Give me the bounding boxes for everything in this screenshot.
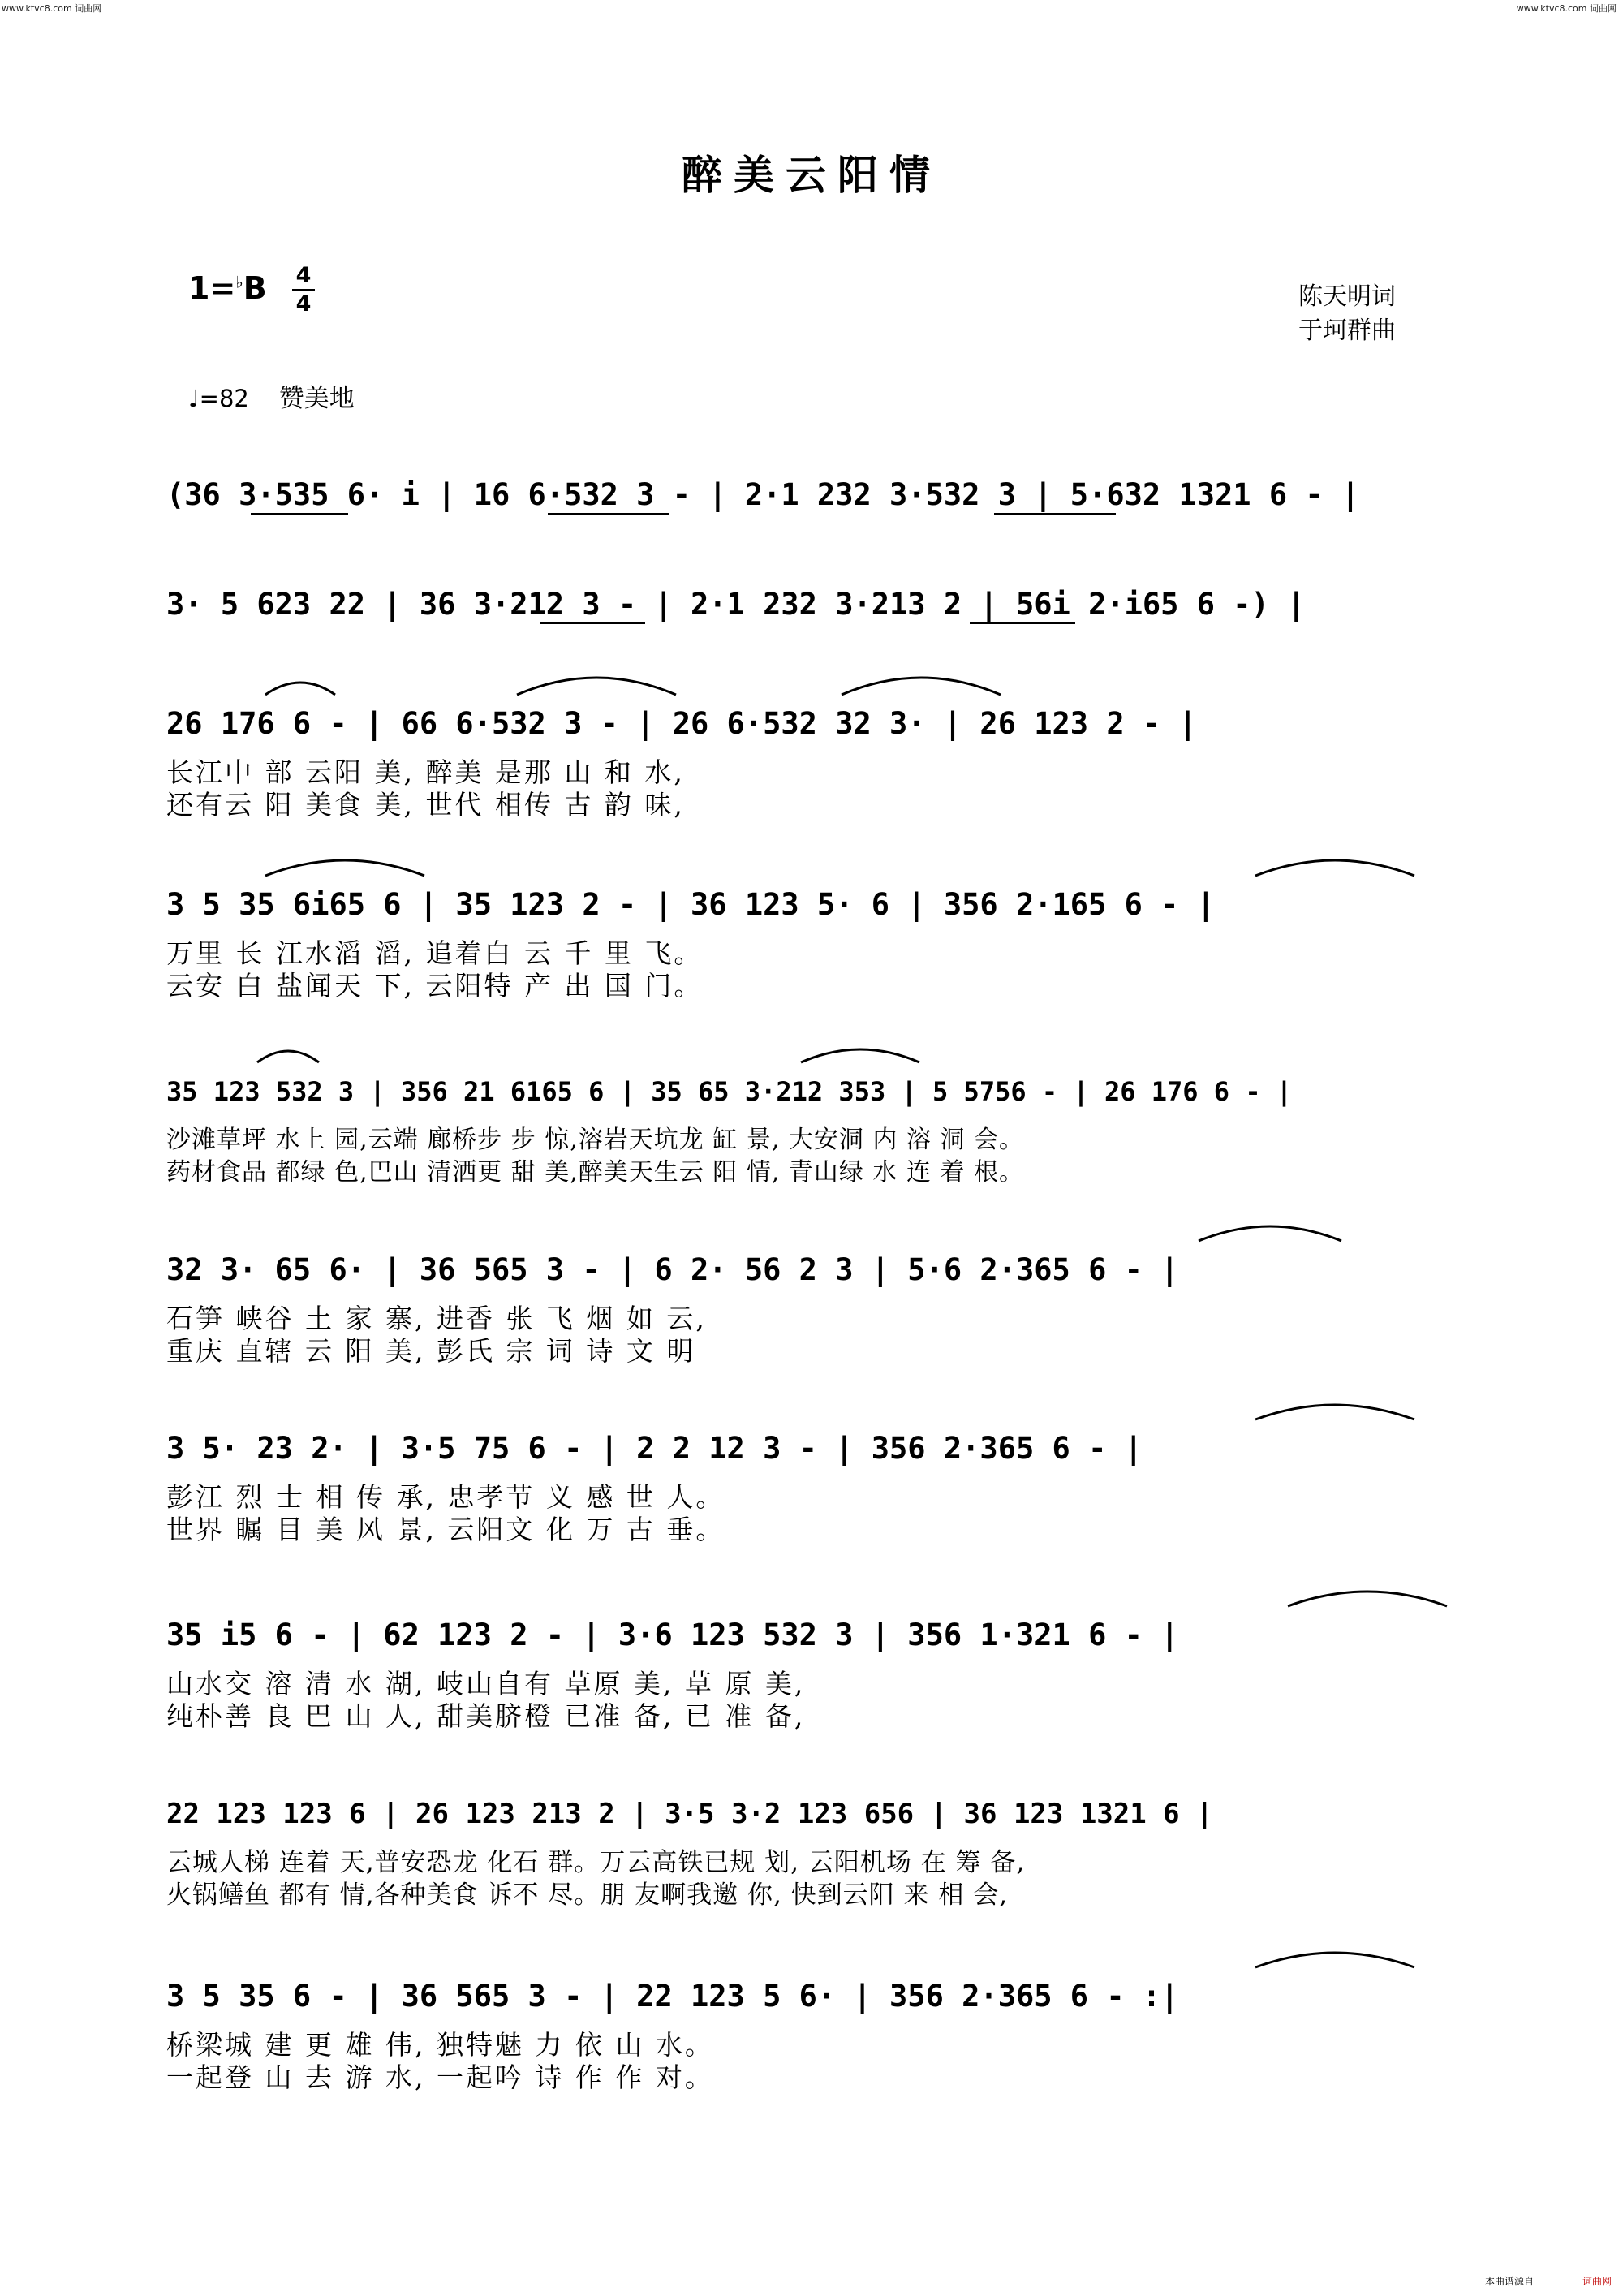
score-row-3: [166, 700, 1465, 829]
score-row-7: [166, 1424, 1465, 1554]
notation-line: 32 3· 65 6· | 36 565 3 - | 6 2· 56 2 3 | 5·6 2·365 6 - |: [166, 1252, 1179, 1287]
composer-credit: 于珂群曲: [1298, 317, 1396, 345]
score-row-10: [166, 1972, 1465, 2102]
time-signature: [292, 264, 315, 317]
slur-mark: [1254, 853, 1416, 877]
beam-underline: [970, 622, 1075, 624]
tempo-value: ♩=82: [188, 385, 249, 412]
watermark-bottom-right: 词曲网: [1582, 2276, 1612, 2287]
key-note: B: [243, 270, 267, 306]
score-row-8: [166, 1611, 1465, 1741]
key-flat: ♭: [235, 272, 243, 292]
lyric-verse-2: 火锅鳝鱼 都有 情,各种美食 诉不 尽。朋 友啊我邀 你, 快到云阳 来 相 会,: [166, 1880, 1009, 1910]
watermark-top-right: www.ktvc8.com 词曲网: [1516, 3, 1617, 14]
key-signature: [188, 270, 267, 306]
time-bottom: 4: [295, 291, 312, 317]
slur-mark: [264, 672, 337, 696]
lyric-verse-2: 云安 白 盐闻天 下, 云阳特 产 出 国 门。: [166, 970, 704, 1002]
beam-underline: [994, 513, 1116, 515]
score-row-9: [166, 1790, 1465, 1919]
watermark-bottom-left: 本曲谱源自: [1484, 2276, 1534, 2287]
score-row-4: [166, 881, 1465, 1010]
lyric-verse-1: 云城人梯 连着 天,普安恐龙 化石 群。万云高铁已规 划, 云阳机场 在 筹 备,: [166, 1848, 1026, 1877]
notation-line: 35 123 532 3 | 356 21 6165 6 | 35 65 3·212 353 | 5 5756 - | 26 176 6 - |: [166, 1076, 1293, 1107]
notation-line: (36 3·535 6· i | 16 6·532 3 - | 2·1 232 3·532 3 | 5·632 1321 6 - |: [166, 477, 1360, 512]
key-prefix: 1=: [188, 270, 236, 306]
notation-line: 3 5· 23 2· | 3·5 75 6 - | 2 2 12 3 - | 356 2·365 6 - |: [166, 1431, 1143, 1466]
tempo-mark: [188, 377, 355, 414]
lyric-verse-2: 还有云 阳 美食 美, 世代 相传 古 韵 味,: [166, 789, 685, 821]
slur-mark: [799, 1040, 921, 1064]
lyric-verse-2: 药材食品 都绿 色,巴山 清洒更 甜 美,醉美天生云 阳 情, 青山绿 水 连 着 根。: [166, 1158, 1025, 1187]
slur-mark: [515, 672, 678, 696]
watermark-top-left: www.ktvc8.com 词曲网: [2, 3, 102, 14]
lyric-verse-1: 桥梁城 建 更 雄 伟, 独特魅 力 依 山 水。: [166, 2029, 714, 2061]
notation-line: 22 123 123 6 | 26 123 213 2 | 3·5 3·2 123 656 | 36 123 1321 6 |: [166, 1798, 1213, 1830]
score-row-2: [166, 580, 1465, 710]
slur-mark: [1197, 1218, 1343, 1243]
song-title: 醉美云阳情: [682, 151, 941, 199]
lyric-verse-2: 纯朴善 良 巴 山 人, 甜美脐橙 已准 备, 已 准 备,: [166, 1700, 806, 1732]
notation-line: 3 5 35 6 - | 36 565 3 - | 22 123 5 6· | 356 2·365 6 - :|: [166, 1979, 1179, 2014]
lyric-verse-1: 山水交 溶 清 水 湖, 岐山自有 草原 美, 草 原 美,: [166, 1668, 806, 1699]
notation-line: 3· 5 623 22 | 36 3·212 3 - | 2·1 232 3·213 2 | 56i 2·i65 6 -) |: [166, 587, 1306, 622]
slur-mark: [1286, 1583, 1449, 1608]
lyric-verse-2: 世界 瞩 目 美 风 景, 云阳文 化 万 古 垂。: [166, 1514, 725, 1545]
notation-line: 3 5 35 6i65 6 | 35 123 2 - | 36 123 5· 6 | 356 2·165 6 - |: [166, 887, 1216, 922]
beam-underline: [548, 513, 669, 515]
lyric-verse-2: 重庆 直辖 云 阳 美, 彭氏 宗 词 诗 文 明: [166, 1335, 696, 1367]
lyric-verse-1: 石笋 峡谷 土 家 寨, 进香 张 飞 烟 如 云,: [166, 1303, 707, 1334]
slur-mark: [264, 853, 426, 877]
time-top: 4: [295, 263, 312, 288]
notation-line: 35 i5 6 - | 62 123 2 - | 3·6 123 532 3 | 356 1·321 6 - |: [166, 1618, 1179, 1652]
slur-mark: [1254, 1945, 1416, 1969]
slur-mark: [1254, 1397, 1416, 1421]
lyric-verse-1: 彭江 烈 士 相 传 承, 忠孝节 义 感 世 人。: [166, 1481, 725, 1513]
lyric-verse-2: 一起登 山 去 游 水, 一起吟 诗 作 作 对。: [166, 2061, 714, 2093]
slur-mark: [256, 1040, 321, 1064]
lyric-verse-1: 万里 长 江水滔 滔, 追着白 云 千 里 飞。: [166, 937, 704, 969]
notation-line: 26 176 6 - | 66 6·532 3 - | 26 6·532 32 3· | 26 123 2 - |: [166, 706, 1197, 741]
score-row-5: [166, 1067, 1465, 1197]
score-row-6: [166, 1246, 1465, 1376]
lyricist-credit: 陈天明词: [1298, 282, 1396, 311]
expression-mark: 赞美地: [278, 384, 355, 413]
beam-underline: [251, 513, 348, 515]
lyric-verse-1: 沙滩草坪 水上 园,云端 廊桥步 步 惊,溶岩天坑龙 缸 景, 大安洞 内 溶 洞 会。: [166, 1126, 1025, 1154]
beam-underline: [540, 622, 645, 624]
lyric-verse-1: 长江中 部 云阳 美, 醉美 是那 山 和 水,: [166, 756, 685, 788]
slur-mark: [840, 672, 1002, 696]
